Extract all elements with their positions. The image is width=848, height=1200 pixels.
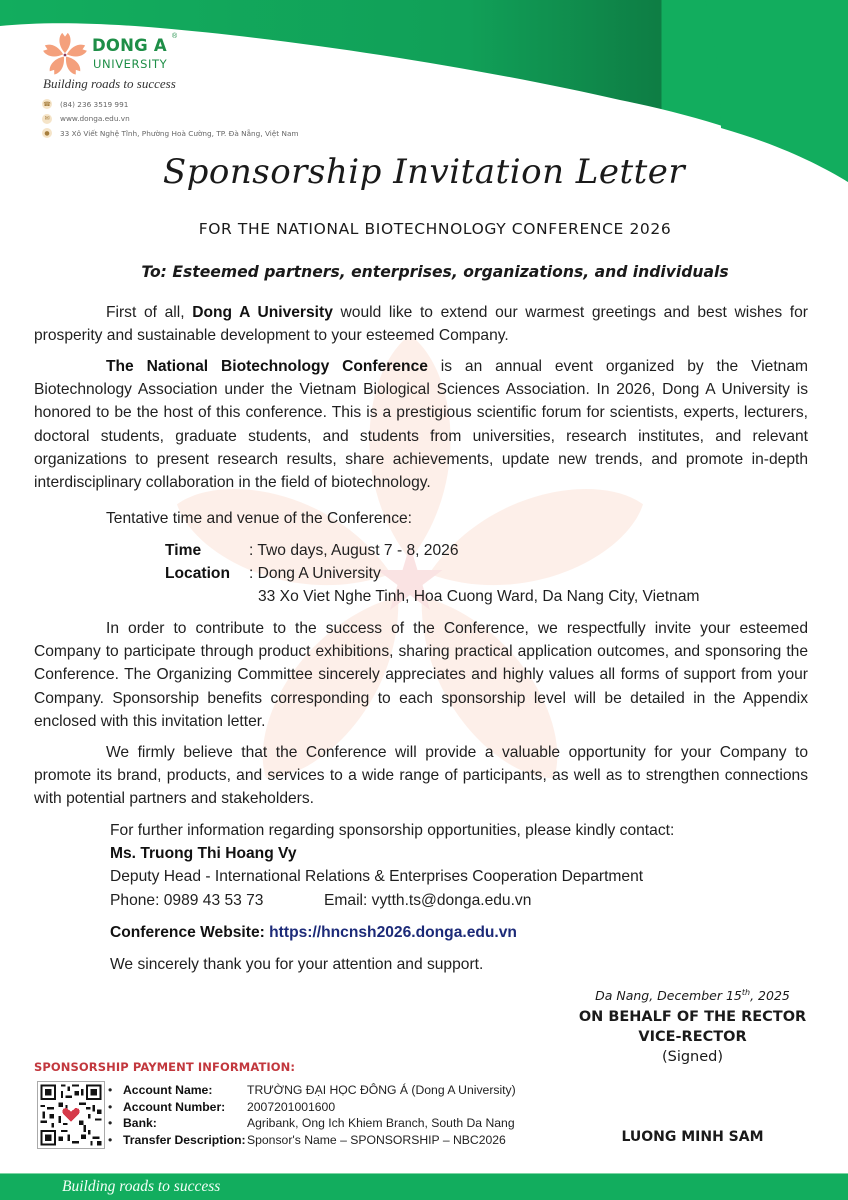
conference-website <box>110 924 517 942</box>
payment-label: Account Number: <box>123 1099 226 1114</box>
paragraph-text: would like to extend our warmest greetings and best wishes for prosperity and sustainable development to your esteemed Company. <box>34 304 808 345</box>
letter-subtitle: FOR THE NATIONAL BIOTECHNOLOGY CONFERENCE 2026 <box>198 220 672 238</box>
paragraph-text: is an annual event organized by the Vietnam Biotechnology Association under the Vietnam Biological Sciences Association. In 2026, Dong A University is honored to be the host of this conference. This is a prestigious scientific forum for scientists, experts, lecturers, doctoral students, graduate students, and students from universities, research institutes, and relevant organizations to present research results, share achievements, update new trends, and promote in-depth interdisciplinary collaboration in the field of biotechnology. <box>34 358 808 492</box>
payment-row-account-name <box>108 1082 516 1099</box>
payment-value: Sponsor's Name – SPONSORSHIP – NBC2026 <box>247 1132 506 1147</box>
footer-slogan: Building roads to success <box>62 1178 221 1195</box>
payment-label: Account Name: <box>123 1083 213 1097</box>
header-address-text: 33 Xô Viết Nghệ Tĩnh, Phường Hoà Cường, TP. Đà Nẵng, Việt Nam <box>60 128 299 138</box>
contact-position: Deputy Head - International Relations & Enterprises Cooperation Department <box>110 868 644 886</box>
bullet: • <box>108 1116 113 1130</box>
logo-name-line2: UNIVERSITY <box>93 57 168 71</box>
website-link[interactable]: https://hncnsh2026.donga.edu.vn <box>269 924 517 941</box>
venue-location-row <box>165 562 699 585</box>
registered-mark: ® <box>172 33 178 40</box>
payment-row-account-number <box>108 1099 516 1116</box>
time-label: Time <box>165 542 202 559</box>
header-slogan: Building roads to success <box>43 76 176 91</box>
payment-info-list <box>108 1082 516 1148</box>
contact-intro: For further information regarding sponsorship opportunities, please kindly contact: <box>110 822 675 839</box>
email-icon: ✉ <box>42 114 52 124</box>
payment-info-title: SPONSORSHIP PAYMENT INFORMATION: <box>34 1060 296 1074</box>
paragraph-invitation: In order to contribute to the success of the Conference, we respectfully invite your esteemed Company to participate through product exhibitions, sharing practical application outcomes, and sponsoring the Conference. The Organizing Committee sincerely appreciates and highly values all forms of support from your Company. Sponsorship benefits corresponding to each sponsorship level will be detailed in the Appendix enclosed with this invitation letter. <box>34 620 808 730</box>
date-year: , 2025 <box>750 988 790 1004</box>
bullet: • <box>108 1099 113 1114</box>
payment-value: Agribank, Ong Ich Khiem Branch, South Da Nang <box>247 1116 515 1130</box>
contact-phone: Phone: 0989 43 53 73 <box>110 891 264 909</box>
logo-flower-icon <box>42 32 88 78</box>
signer-title: VICE-RECTOR <box>638 1029 747 1046</box>
tentative-venue-intro: Tentative time and venue of the Conference: <box>106 510 413 527</box>
signature-block <box>540 988 845 1145</box>
header-contact-web <box>42 112 299 127</box>
time-value: : Two days, August 7 - 8, 2026 <box>249 542 459 559</box>
bullet: • <box>108 1083 113 1097</box>
payment-qr-code-icon[interactable] <box>37 1081 105 1149</box>
contact-email[interactable]: Email: vytth.ts@donga.edu.vn <box>324 891 532 909</box>
location-address: 33 Xo Viet Nghe Tinh, Hoa Cuong Ward, Da Nang City, Vietnam <box>258 588 700 606</box>
contact-name: Ms. Truong Thi Hoang Vy <box>110 845 297 863</box>
conference-name-bold: The National Biotechnology Conference <box>106 358 428 375</box>
payment-label: Bank: <box>123 1116 157 1130</box>
location-value: : Dong A University <box>249 565 381 583</box>
paragraph-text: First of all, <box>106 304 193 321</box>
payment-label: Transfer Description: <box>123 1132 246 1147</box>
contact-person-block <box>110 819 674 912</box>
paragraph-benefits: We firmly believe that the Conference will provide a valuable opportunity for your Company to promote its brand, products, and services to a wide range of participants, as well as to strengthen connections with potential partners and stakeholders. <box>34 744 808 808</box>
signed-note: (Signed) <box>661 1049 724 1066</box>
payment-row-transfer-description <box>108 1132 516 1149</box>
header-contact-address <box>42 126 299 141</box>
signer-name: LUONG MINH SAM <box>621 1129 764 1146</box>
payment-value: TRƯỜNG ĐẠI HỌC ĐÔNG Á (Dong A University) <box>247 1083 516 1097</box>
venue-details <box>165 539 699 609</box>
payment-row-bank <box>108 1115 516 1132</box>
thanks-line: We sincerely thank you for your attention and support. <box>110 956 484 973</box>
location-label: Location <box>165 565 230 583</box>
date-suffix: th <box>741 988 751 997</box>
recipient-line: To: Esteemed partners, enterprises, organizations, and individuals <box>141 263 729 281</box>
logo-name-line1: DONG A <box>92 36 167 55</box>
date-text: Da Nang, December 15 <box>595 988 742 1004</box>
header-website-text[interactable]: www.donga.edu.vn <box>60 114 130 124</box>
header-phone-text: (84) 236 3519 991 <box>60 99 129 109</box>
paragraph-conference-intro <box>34 355 808 494</box>
paragraph-greeting <box>34 301 808 347</box>
payment-value: 2007201001600 <box>247 1099 336 1114</box>
place-date <box>540 988 845 1003</box>
header-contact-list <box>42 97 299 141</box>
phone-icon: ☎ <box>43 100 51 108</box>
venue-time-row <box>165 539 699 562</box>
letter-title: Sponsorship Invitation Letter <box>162 152 686 192</box>
university-name-bold: Dong A University <box>192 304 333 321</box>
contact-phone-email <box>110 889 674 912</box>
on-behalf-line: ON BEHALF OF THE RECTOR <box>578 1009 807 1026</box>
bullet: • <box>108 1132 113 1147</box>
footer-bar <box>0 1173 848 1200</box>
website-label: Conference Website: <box>110 924 270 941</box>
location-icon: ● <box>42 128 52 138</box>
header-contact-phone <box>42 97 299 112</box>
